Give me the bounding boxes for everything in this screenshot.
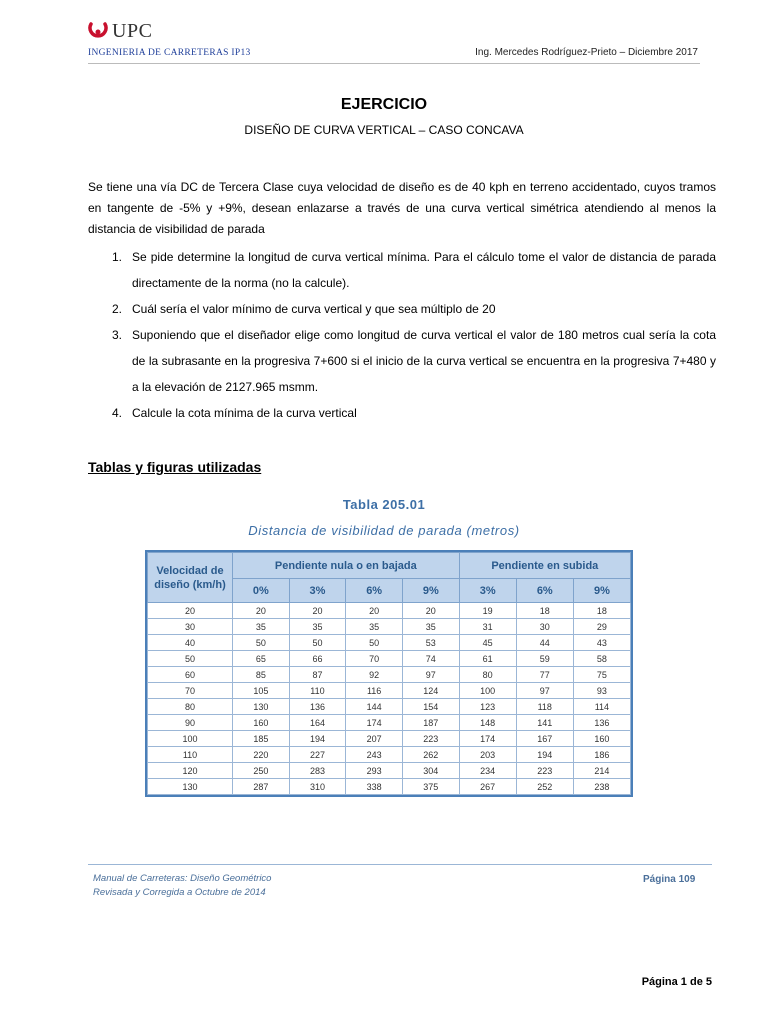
- table-cell: 267: [459, 779, 516, 795]
- list-item-text: Cuál sería el valor mínimo de curva vertical y que sea múltiplo de 20: [132, 302, 496, 316]
- table-cell: 50: [289, 635, 346, 651]
- table-cell: 70: [346, 651, 403, 667]
- table-row: [148, 763, 631, 779]
- table-cell: 214: [573, 763, 630, 779]
- table-cell: 66: [289, 651, 346, 667]
- table-subheader: 6%: [516, 579, 573, 603]
- table-cell: 20: [346, 603, 403, 619]
- table-cell: 20: [289, 603, 346, 619]
- table-cell: 223: [402, 731, 459, 747]
- table-cell: 110: [289, 683, 346, 699]
- table-cell-speed: 20: [148, 603, 233, 619]
- table-cell: 35: [346, 619, 403, 635]
- table-cell: 50: [346, 635, 403, 651]
- table-row: [148, 683, 631, 699]
- table-row: [148, 651, 631, 667]
- table-cell: 250: [233, 763, 290, 779]
- table-cell: 29: [573, 619, 630, 635]
- list-item-number: 3.: [112, 328, 123, 342]
- header-author: Ing. Mercedes Rodríguez-Prieto – Diciembre 2017: [475, 47, 698, 58]
- table-cell: 194: [289, 731, 346, 747]
- table-cell: 97: [516, 683, 573, 699]
- table-row: [148, 603, 631, 619]
- table-cell: 186: [573, 747, 630, 763]
- table-cell: 136: [573, 715, 630, 731]
- table-cell-speed: 60: [148, 667, 233, 683]
- list-item: [112, 400, 716, 426]
- table-cell: 203: [459, 747, 516, 763]
- table-cell: 31: [459, 619, 516, 635]
- table-cell-speed: 80: [148, 699, 233, 715]
- upc-logo-icon: [88, 21, 108, 41]
- table-cell: 114: [573, 699, 630, 715]
- table-subheader: 3%: [289, 579, 346, 603]
- table-caption: Tabla 205.01: [342, 497, 426, 512]
- table-cell: 185: [233, 731, 290, 747]
- list-item: [112, 296, 716, 322]
- table-cell-speed: 40: [148, 635, 233, 651]
- list-item-text: Suponiendo que el diseñador elige como longitud de curva vertical el valor de 180 metros cual sería la cota de la subrasante en la progresiva 7+600 si el inicio de la curva vertical se encuentra en la progresiva 7+480 y a la elevación de 2127.965 msmm.: [132, 328, 716, 394]
- table-row: [148, 667, 631, 683]
- table-cell: 123: [459, 699, 516, 715]
- table-cell: 44: [516, 635, 573, 651]
- table-cell: 35: [289, 619, 346, 635]
- table-cell: 118: [516, 699, 573, 715]
- list-item-text: Calcule la cota mínima de la curva vertical: [132, 406, 357, 420]
- table-cell: 124: [402, 683, 459, 699]
- table-cell: 58: [573, 651, 630, 667]
- table-cell: 80: [459, 667, 516, 683]
- table-row: [148, 715, 631, 731]
- table-cell: 338: [346, 779, 403, 795]
- table-cell-speed: 30: [148, 619, 233, 635]
- table-header-group-downhill: Pendiente nula o en bajada: [233, 553, 460, 579]
- table-cell: 293: [346, 763, 403, 779]
- table-cell: 220: [233, 747, 290, 763]
- table-cell: 59: [516, 651, 573, 667]
- table-cell: 238: [573, 779, 630, 795]
- table-cell: 283: [289, 763, 346, 779]
- table-cell: 43: [573, 635, 630, 651]
- page-number: Página 1 de 5: [641, 976, 712, 988]
- table-cell: 87: [289, 667, 346, 683]
- table-cell-speed: 70: [148, 683, 233, 699]
- table-cell: 160: [573, 731, 630, 747]
- table-cell: 85: [233, 667, 290, 683]
- manual-footer-source: [93, 872, 271, 900]
- table-cell: 61: [459, 651, 516, 667]
- table-cell: 100: [459, 683, 516, 699]
- table-cell: 105: [233, 683, 290, 699]
- table-cell: 234: [459, 763, 516, 779]
- table-cell: 164: [289, 715, 346, 731]
- table-cell: 154: [402, 699, 459, 715]
- table-cell: 97: [402, 667, 459, 683]
- table-cell: 223: [516, 763, 573, 779]
- table-cell: 243: [346, 747, 403, 763]
- table-cell-speed: 100: [148, 731, 233, 747]
- table-cell: 65: [233, 651, 290, 667]
- page-subtitle: DISEÑO DE CURVA VERTICAL – CASO CONCAVA: [244, 123, 524, 137]
- table-cell: 252: [516, 779, 573, 795]
- table-cell: 77: [516, 667, 573, 683]
- manual-footer-line2: Revisada y Corregida a Octubre de 2014: [93, 887, 266, 898]
- list-item-number: 1.: [112, 250, 123, 264]
- table-cell: 174: [459, 731, 516, 747]
- table-cell: 187: [402, 715, 459, 731]
- table-cell: 262: [402, 747, 459, 763]
- logo-text: UPC: [112, 19, 153, 42]
- table-cell: 30: [516, 619, 573, 635]
- table-cell: 20: [402, 603, 459, 619]
- table-row: [148, 779, 631, 795]
- table-subheader: 6%: [346, 579, 403, 603]
- table-cell: 116: [346, 683, 403, 699]
- header-course: INGENIERIA DE CARRETERAS IP13: [88, 48, 251, 58]
- table-cell: 75: [573, 667, 630, 683]
- table-row: [148, 635, 631, 651]
- table-cell: 35: [402, 619, 459, 635]
- table-cell: 93: [573, 683, 630, 699]
- table-cell: 141: [516, 715, 573, 731]
- table-cell: 207: [346, 731, 403, 747]
- table-cell-speed: 130: [148, 779, 233, 795]
- table-subheader: 9%: [402, 579, 459, 603]
- table-subheader: 0%: [233, 579, 290, 603]
- list-item-text: Se pide determine la longitud de curva vertical mínima. Para el cálculo tome el valor de distancia de parada directamente de la norma (no la calcule).: [132, 250, 716, 290]
- table-cell: 227: [289, 747, 346, 763]
- list-item: [112, 244, 716, 296]
- table-cell: 136: [289, 699, 346, 715]
- table-cell: 160: [233, 715, 290, 731]
- header-divider: [88, 63, 700, 64]
- table-cell-speed: 50: [148, 651, 233, 667]
- table-cell: 53: [402, 635, 459, 651]
- intro-paragraph: Se tiene una vía DC de Tercera Clase cuya velocidad de diseño es de 40 kph en terreno accidentado, cuyos tramos en tangente de -5% y +9%, desean enlazarse a través de una curva vertical simétrica atendiendo al menos la distancia de visibilidad de parada: [88, 180, 716, 236]
- table-header-group-uphill: Pendiente en subida: [459, 553, 630, 579]
- table-cell-speed: 120: [148, 763, 233, 779]
- table-header-speed: Velocidad de diseño (km/h): [148, 553, 233, 603]
- table-cell: 167: [516, 731, 573, 747]
- table-cell: 304: [402, 763, 459, 779]
- list-item-number: 2.: [112, 302, 123, 316]
- table-cell: 18: [516, 603, 573, 619]
- table-row: [148, 731, 631, 747]
- table-cell: 194: [516, 747, 573, 763]
- table-row: [148, 619, 631, 635]
- table-subheader: 9%: [573, 579, 630, 603]
- stopping-distance-table: [145, 550, 633, 797]
- list-item: [112, 322, 716, 400]
- table-row: [148, 699, 631, 715]
- upc-logo: [88, 20, 152, 42]
- table-cell: 148: [459, 715, 516, 731]
- table-cell: 174: [346, 715, 403, 731]
- table-cell: 375: [402, 779, 459, 795]
- table-cell: 35: [233, 619, 290, 635]
- table-subcaption: Distancia de visibilidad de parada (metros): [248, 523, 520, 538]
- manual-footer-page: Página 109: [643, 874, 696, 885]
- table-cell: 287: [233, 779, 290, 795]
- section-heading: Tablas y figuras utilizadas: [88, 459, 262, 475]
- table-cell: 130: [233, 699, 290, 715]
- table-row: [148, 747, 631, 763]
- table-cell: 92: [346, 667, 403, 683]
- table-cell: 18: [573, 603, 630, 619]
- table-cell-speed: 110: [148, 747, 233, 763]
- table-cell-speed: 90: [148, 715, 233, 731]
- table-cell: 19: [459, 603, 516, 619]
- table-cell: 144: [346, 699, 403, 715]
- page-title: EJERCICIO: [340, 96, 428, 113]
- table-cell: 74: [402, 651, 459, 667]
- manual-footer-line1: Manual de Carreteras: Diseño Geométrico: [93, 873, 272, 884]
- table-cell: 50: [233, 635, 290, 651]
- list-item-number: 4.: [112, 406, 123, 420]
- table-cell: 45: [459, 635, 516, 651]
- manual-footer-divider: [88, 864, 712, 865]
- table-cell: 20: [233, 603, 290, 619]
- table-subheader: 3%: [459, 579, 516, 603]
- table-cell: 310: [289, 779, 346, 795]
